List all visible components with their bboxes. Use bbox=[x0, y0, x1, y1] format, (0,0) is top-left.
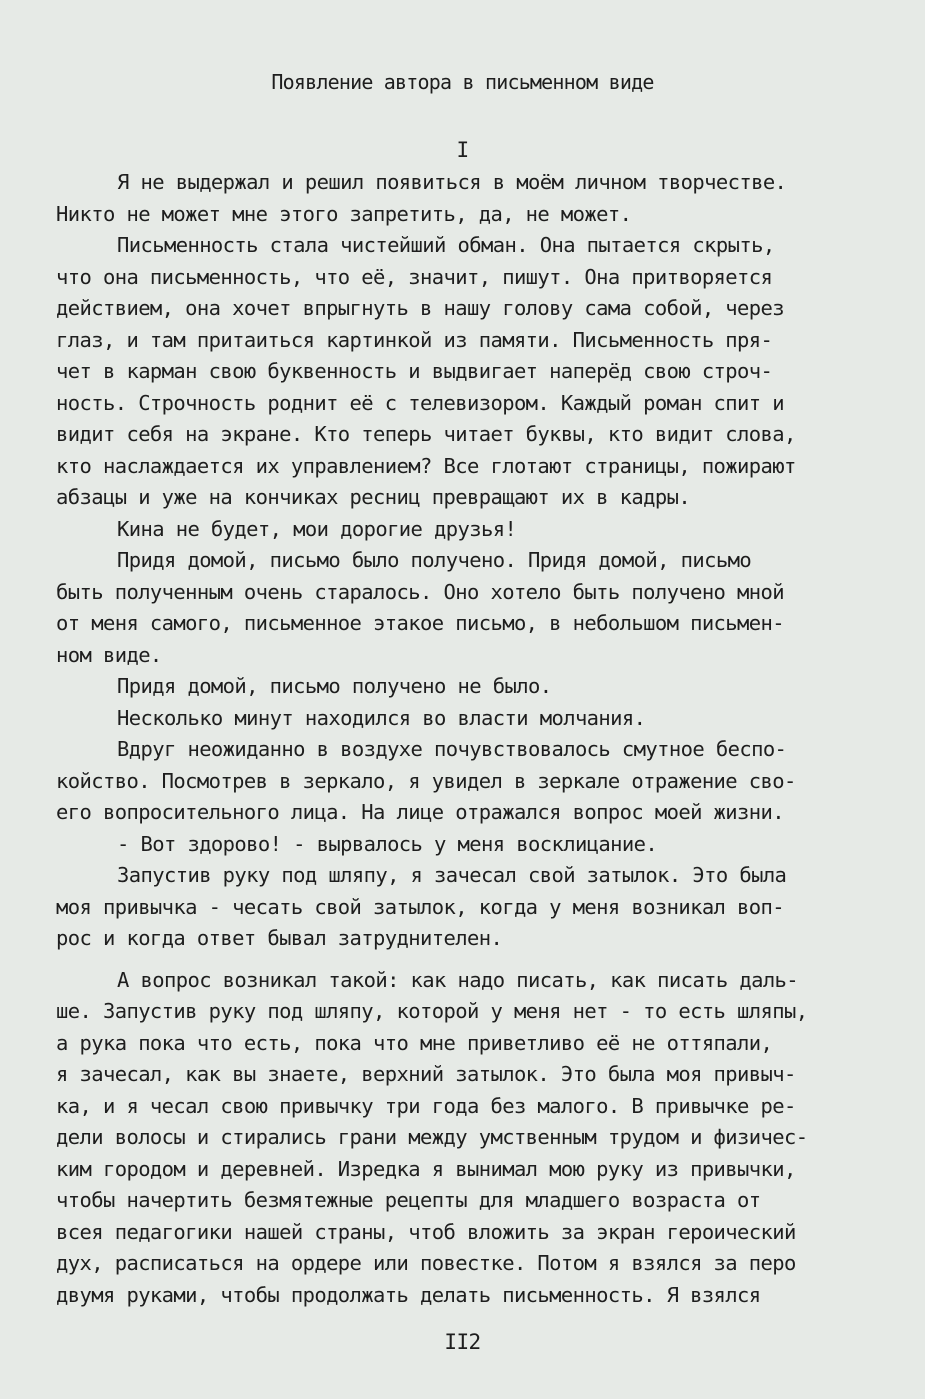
text-line: Придя домой, письмо было получено. Придя домой, письмо bbox=[117, 548, 752, 572]
text-line: всея педагогики нашей страны, чтоб вложить за экран героический bbox=[56, 1219, 796, 1244]
text-line: Никто не может мне этого запретить, да, не может. bbox=[56, 201, 632, 226]
text-line: абзацы и уже на кончиках ресниц превращают их в кадры. bbox=[56, 485, 691, 509]
text-line: глаз, и там притаиться картинкой из памяти. Письменность пря- bbox=[56, 327, 773, 352]
text-line: Вдруг неожиданно в воздухе почувствовалось смутное беспо- bbox=[117, 737, 787, 761]
text-line: рос и когда ответ бывал затруднителен. bbox=[56, 926, 503, 950]
text-line: двумя руками, чтобы продолжать делать письменность. Я взялся bbox=[56, 1282, 761, 1307]
text-line: я зачесал, как вы знаете, верхний затылок. Это была моя привыч- bbox=[56, 1062, 796, 1086]
text-line: что она письменность, что её, значит, пишут. Она притворяется bbox=[56, 264, 773, 289]
text-line: его вопросительного лица. На лице отражался вопрос моей жизни. bbox=[56, 800, 785, 824]
text-line: а рука пока что есть, пока что мне приветливо её не оттяпали, bbox=[56, 1030, 773, 1055]
text-line: ше. Запустив руку под шляпу, которой у меня нет - то есть шляпы, bbox=[56, 999, 808, 1023]
text-line: чет в карман свою буквенность и выдвигает наперёд свою строч- bbox=[56, 359, 773, 383]
page-number: II2 bbox=[444, 1330, 481, 1354]
chapter-number: I bbox=[456, 138, 469, 162]
text-line: койство. Посмотрев в зеркало, я увидел в зеркале отражение сво- bbox=[56, 768, 796, 793]
document-title: Появление автора в письменном виде bbox=[271, 70, 654, 94]
text-line: быть полученным очень старалось. Оно хотело быть получено мной bbox=[56, 579, 785, 604]
text-line: моя привычка - чесать свой затылок, когда у меня возникал воп- bbox=[56, 894, 785, 919]
text-line: Несколько минут находился во власти молчания. bbox=[117, 705, 646, 730]
text-body bbox=[56, 167, 886, 1311]
text-line: дели волосы и стирались грани между умственным трудом и физичес- bbox=[56, 1125, 808, 1149]
text-line: Придя домой, письмо получено не было. bbox=[117, 674, 552, 698]
text-line: действием, она хочет впрыгнуть в нашу голову сама собой, через bbox=[56, 296, 785, 320]
text-line: ность. Строчность роднит её с телевизором. Каждый роман спит и bbox=[56, 390, 785, 415]
text-line: дух, расписаться на ордере или повестке. Потом я взялся за перо bbox=[56, 1251, 796, 1275]
text-line: видит себя на экране. Кто теперь читает буквы, кто видит слова, bbox=[56, 422, 796, 446]
text-line: чтобы начертить безмятежные рецепты для младшего возраста от bbox=[56, 1188, 761, 1212]
text-line: Кина не будет, мои дорогие друзья! bbox=[117, 516, 517, 541]
text-line: от меня самого, письменное этакое письмо, в небольшом письмен- bbox=[56, 611, 785, 635]
text-line: ном виде. bbox=[56, 642, 162, 667]
text-line: Письменность стала чистейший обман. Она пытается скрыть, bbox=[117, 233, 775, 257]
text-line: ким городом и деревней. Изредка я вынимал мою руку из привычки, bbox=[56, 1156, 796, 1181]
text-line: ка, и я чесал свою привычку три года без малого. В привычке ре- bbox=[56, 1093, 796, 1118]
text-line: - Вот здорово! - вырвалось у меня восклицание. bbox=[117, 831, 658, 856]
text-line: Я не выдержал и решил появиться в моём личном творчестве. bbox=[117, 170, 787, 194]
text-line: А вопрос возникал такой: как надо писать, как писать даль- bbox=[117, 967, 799, 992]
text-line: Запустив руку под шляпу, я зачесал свой затылок. Это была bbox=[117, 863, 787, 887]
text-line: кто наслаждается их управлением? Все глотают страницы, пожирают bbox=[56, 453, 796, 478]
